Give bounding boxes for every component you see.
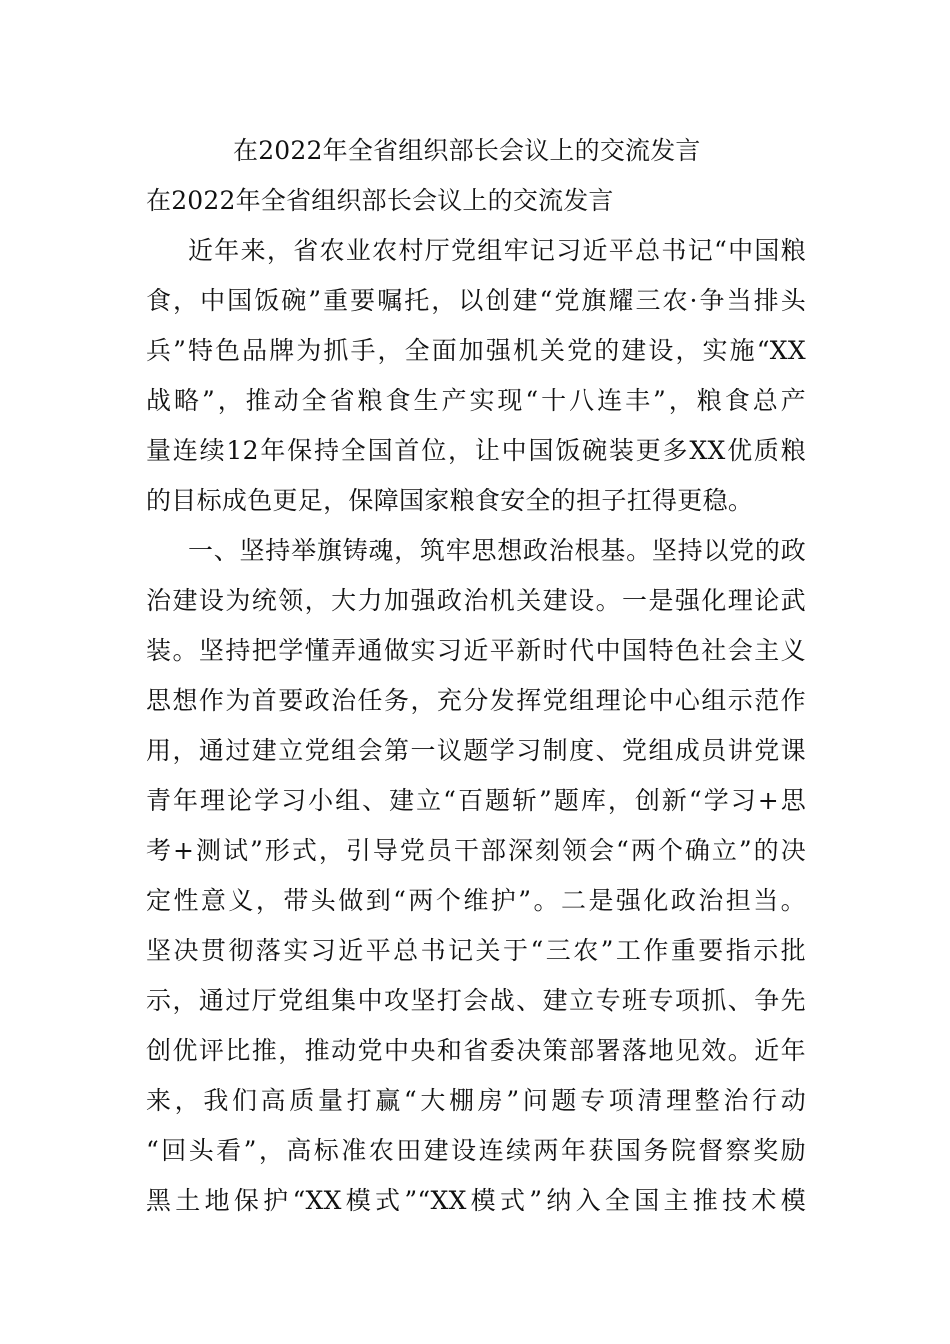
- paragraph-line: 治建设为统领，大力加强政治机关建设。一是强化理论武: [146, 586, 806, 615]
- page-subtitle: 在2022年全省组织部长会议上的交流发言: [146, 186, 614, 215]
- page-title: 在2022年全省组织部长会议上的交流发言: [233, 136, 701, 165]
- paragraph-line: 黑土地保护“XX模式”“XX模式”纳入全国主推技术模: [146, 1186, 806, 1215]
- paragraph-line: 兵”特色品牌为抓手，全面加强机关党的建设，实施“XX: [146, 336, 806, 365]
- paragraph-line: 量连续12年保持全国首位，让中国饭碗装更多XX优质粮: [146, 436, 806, 465]
- paragraph-line: 战略”，推动全省粮食生产实现“十八连丰”，粮食总产: [146, 386, 806, 415]
- paragraph-line: 用，通过建立党组会第一议题学习制度、党组成员讲党课: [146, 736, 806, 765]
- paragraph-line: 近年来，省农业农村厅党组牢记习近平总书记“中国粮: [188, 236, 806, 265]
- paragraph-line: “回头看”，高标准农田建设连续两年获国务院督察奖励: [146, 1136, 806, 1165]
- paragraph-line: 食，中国饭碗”重要嘱托，以创建“党旗耀三农·争当排头: [146, 286, 806, 315]
- paragraph-line: 创优评比推，推动党中央和省委决策部署落地见效。近年: [146, 1036, 806, 1065]
- paragraph-line: 的目标成色更足，保障国家粮食安全的担子扛得更稳。: [146, 486, 754, 515]
- paragraph-line: 装。坚持把学懂弄通做实习近平新时代中国特色社会主义: [146, 636, 806, 665]
- paragraph-line: 一、坚持举旗铸魂，筑牢思想政治根基。坚持以党的政: [188, 536, 806, 565]
- paragraph-line: 来，我们高质量打赢“大棚房”问题专项清理整治行动: [146, 1086, 806, 1115]
- paragraph-line: 定性意义，带头做到“两个维护”。二是强化政治担当。: [146, 886, 806, 915]
- paragraph-line: 考+测试”形式，引导党员干部深刻领会“两个确立”的决: [146, 836, 806, 865]
- paragraph-line: 思想作为首要政治任务，充分发挥党组理论中心组示范作: [146, 686, 806, 715]
- paragraph-line: 示，通过厅党组集中攻坚打会战、建立专班专项抓、争先: [146, 986, 806, 1015]
- paragraph-line: 坚决贯彻落实习近平总书记关于“三农”工作重要指示批: [146, 936, 806, 965]
- paragraph-line: 青年理论学习小组、建立“百题斩”题库，创新“学习+思: [146, 786, 806, 815]
